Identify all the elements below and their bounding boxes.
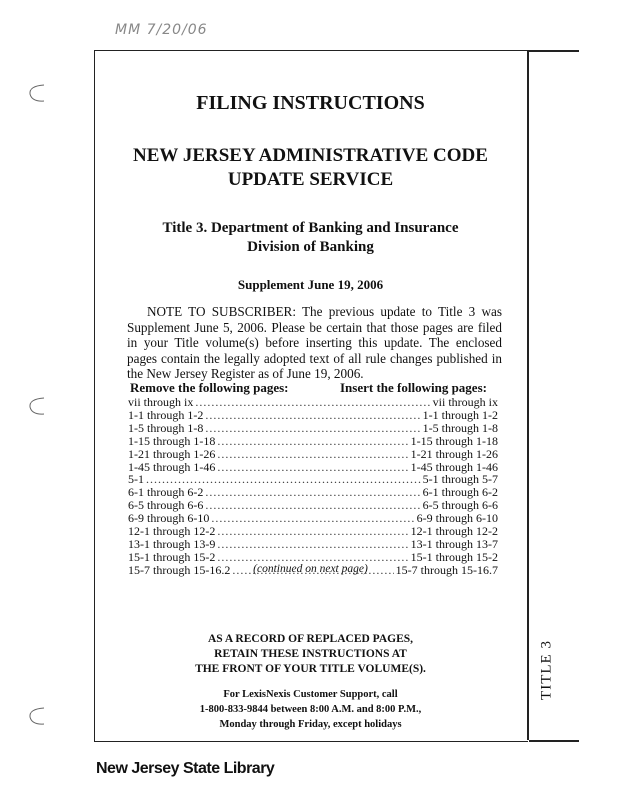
remove-pages: 1-1 through 1-2 — [128, 407, 204, 422]
page-row — [128, 498, 498, 512]
tab-label: TITLE 3 — [538, 640, 555, 700]
handwritten-note: MM 7/20/06 — [115, 22, 208, 38]
remove-pages: 5-1 — [128, 472, 144, 487]
insert-pages: 6-5 through 6-6 — [422, 498, 498, 513]
page-row — [128, 460, 498, 474]
insert-pages: 12-1 through 12-2 — [410, 524, 498, 538]
tab-top-line — [529, 50, 579, 52]
insert-pages: 1-15 through 1-18 — [410, 433, 498, 448]
insert-pages: 15-7 through 15-16.7 — [395, 562, 498, 577]
remove-pages: 6-5 through 6-6 — [128, 498, 204, 513]
remove-pages: 13-1 through 13-9 — [128, 536, 216, 551]
page-row — [128, 472, 498, 486]
binder-hole-mark — [26, 82, 48, 104]
remove-pages: 1-5 through 1-8 — [128, 420, 204, 435]
remove-pages: vii through ix — [128, 395, 194, 409]
remove-pages: 12-1 through 12-2 — [128, 524, 216, 538]
title-tab — [537, 640, 557, 700]
insert-pages: 6-9 through 6-10 — [416, 511, 498, 526]
insert-pages: 1-5 through 1-8 — [422, 420, 498, 435]
record-line1: AS A RECORD OF REPLACED PAGES, — [207, 633, 414, 645]
code-title-line1: NEW JERSEY ADMINISTRATIVE CODE — [133, 145, 488, 166]
insert-pages: 5-1 through 5-7 — [422, 472, 498, 487]
page-row — [128, 485, 498, 499]
remove-pages: 1-45 through 1-46 — [128, 459, 216, 474]
remove-pages: 6-1 through 6-2 — [128, 485, 204, 500]
support-line3: Monday through Friday, except holidays — [219, 719, 402, 730]
page-row — [128, 395, 498, 409]
insert-pages: vii through ix — [432, 395, 498, 409]
insert-pages: 1-1 through 1-2 — [422, 407, 498, 422]
supplement-date: Supplement June 19, 2006 — [237, 277, 384, 292]
department-line1: Title 3. Department of Banking and Insurance — [162, 220, 459, 236]
library-stamp: New Jersey State Library — [96, 760, 275, 777]
binder-hole-mark — [26, 705, 48, 727]
remove-pages: 1-21 through 1-26 — [128, 446, 216, 461]
support-line1: For LexisNexis Customer Support, call — [223, 689, 398, 700]
insert-pages: 1-45 through 1-46 — [410, 459, 498, 474]
insert-header: Insert the following pages: — [340, 380, 487, 395]
record-line2: RETAIN THESE INSTRUCTIONS AT — [214, 648, 407, 660]
page-row — [128, 524, 498, 538]
note-to-subscriber: NOTE TO SUBSCRIBER: The previous update to Title 3 was Supplement June 5, 2006. Please be certain that those pages are filed in your Title volume(s) before inserting this update. The enclosed pages contain the legally adopted text of all rule changes published in the New Jersey Register as of June 19, 2006. — [127, 304, 502, 381]
insert-pages: 15-1 through 15-2 — [410, 549, 498, 564]
department-line2: Division of Banking — [247, 239, 374, 255]
insert-pages: 6-1 through 6-2 — [422, 485, 498, 500]
tab-bottom-line — [529, 740, 579, 742]
binder-hole-mark — [26, 395, 48, 417]
page-title: FILING INSTRUCTIONS — [196, 92, 425, 114]
tab-divider-line — [527, 50, 529, 740]
remove-pages: 6-9 through 6-10 — [128, 511, 210, 526]
record-line3: THE FRONT OF YOUR TITLE VOLUME(S). — [195, 663, 426, 675]
page-row — [128, 408, 498, 422]
remove-pages: 15-7 through 15-16.2 — [128, 562, 231, 577]
insert-pages: 13-1 through 13-7 — [410, 536, 498, 551]
page-row — [128, 434, 498, 448]
page-row — [128, 447, 498, 461]
support-line2: 1-800-833-9844 between 8:00 A.M. and 8:00 P.M., — [199, 704, 422, 715]
page-row — [128, 550, 498, 564]
page-row — [128, 511, 498, 525]
remove-header: Remove the following pages: — [130, 380, 289, 395]
remove-pages: 15-1 through 15-2 — [128, 549, 216, 564]
insert-pages: 1-21 through 1-26 — [410, 446, 498, 461]
page-row — [128, 537, 498, 551]
continued-note: (continued on next page) — [253, 563, 368, 575]
code-title-line2: UPDATE SERVICE — [227, 169, 394, 190]
remove-pages: 1-15 through 1-18 — [128, 433, 216, 448]
page-row — [128, 421, 498, 435]
